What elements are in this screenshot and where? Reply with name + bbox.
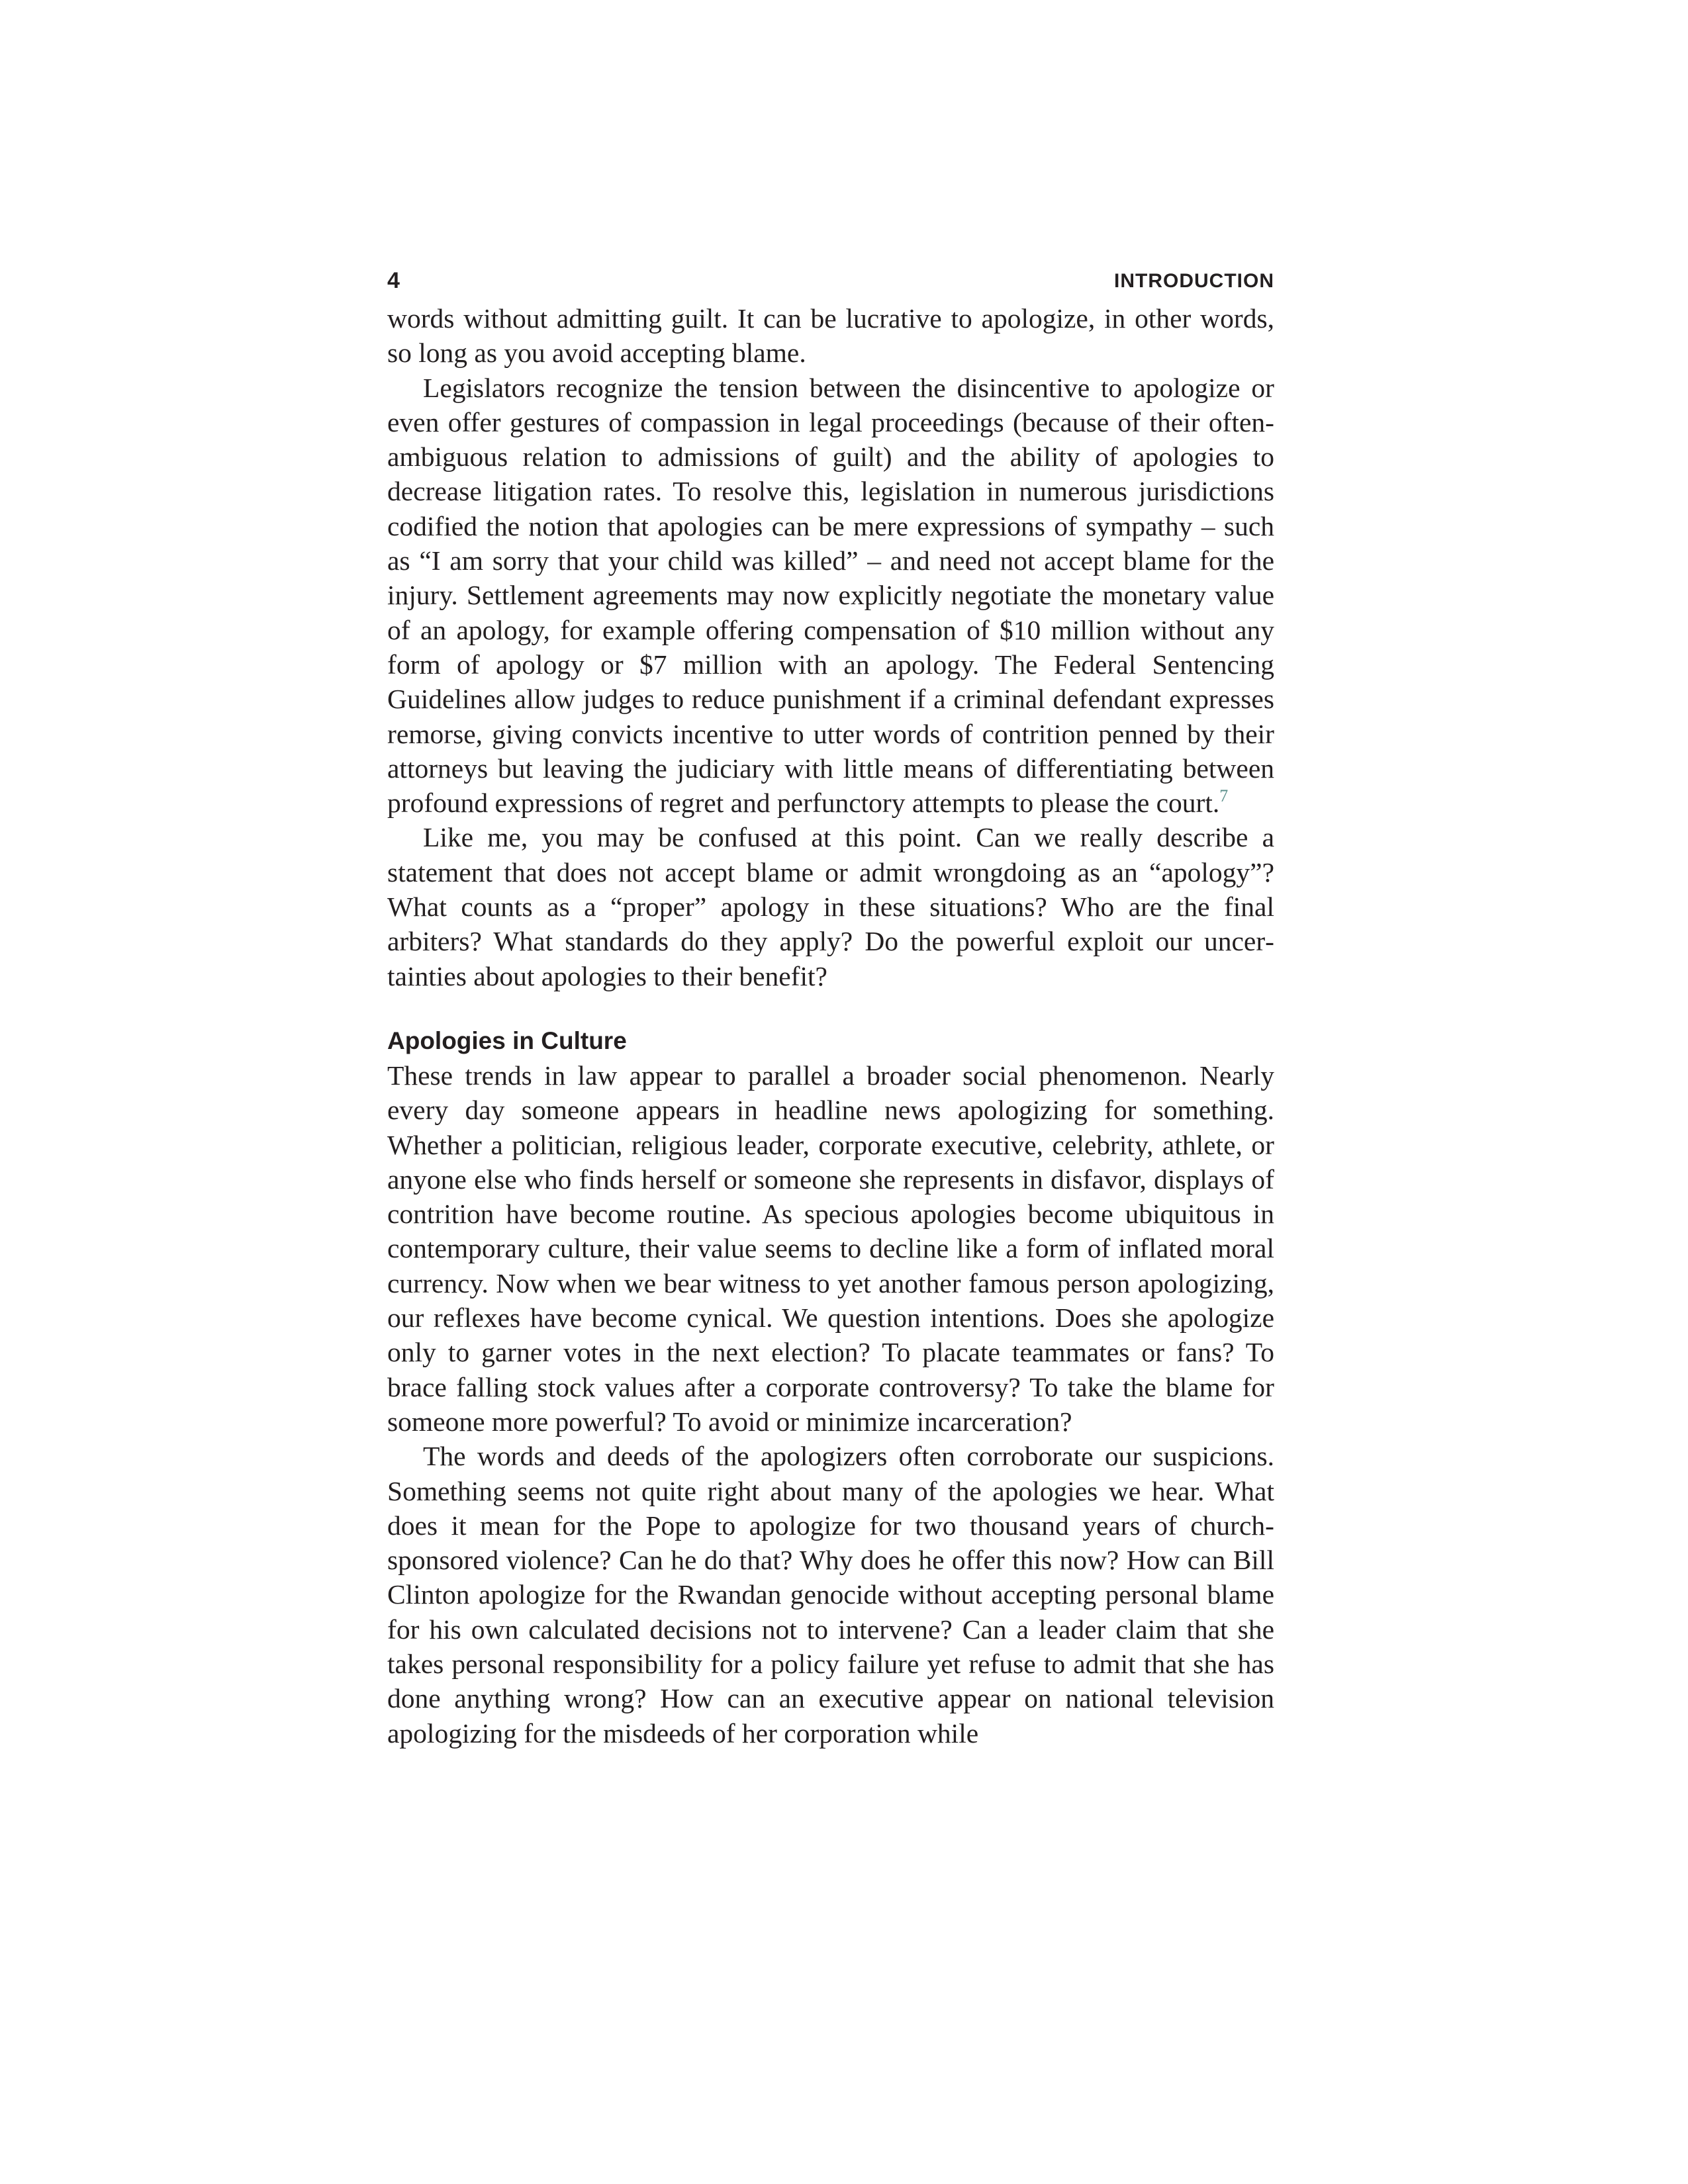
paragraph-3: Like me, you may be confused at this point. Can we really describe a statement that does not accept blame or admit wrongdoing as an “apology”? What counts as a “proper” apology in these situations? Who are the final arbiters? What standards do they apply? Do the powerful exploit our uncertainties about apologies to their benefit? — [387, 822, 1274, 991]
paragraph-2 — [387, 371, 1274, 821]
section-heading: Apologies in Culture — [387, 1026, 627, 1054]
running-head — [387, 261, 1274, 301]
paragraph-1: words without admitting guilt. It can be lucrative to apologize, in other words, so long as you avoid accepting blame. — [387, 303, 1274, 369]
paragraph-5: The words and deeds of the apologizers often corroborate our suspicions. Something seems not quite right about many of the apologies we hear. What does it mean for the Pope to apologize for two thousand years of church-sponsored violence? Can he do that? Why does he offer this now? How can Bill Clinton apologize for the Rwandan genocide without accepting personal blame for his own calculated decisions not to intervene? Can a leader claim that she takes personal responsibility for a policy failure yet refuse to admit that she has done anything wrong? How can an executive appear on national television apologizing for the misdeeds of her corporation while — [387, 1441, 1274, 1749]
page-number: 4 — [387, 268, 400, 293]
paragraph-2-text: Legislators recognize the tension between the disincentive to apologize or even offer gestures of compassion in legal proceedings (because of their often-ambiguous relation to admissions of guilt) and the ability of apologies to decrease litigation rates. To resolve this, legislation in numerous jurisdictions codified the notion that apologies can be mere expressions of sympathy – such as “I am sorry that your child was killed” – and need not accept blame for the injury. Settlement agreements may now explicitly negotiate the monetary value of an apology, for example offering compensation of $10 million without any form of apology or $7 million with an apology. The Federal Sentencing Guidelines allow judges to reduce punishment if a criminal defendant expresses remorse, giving convicts incentive to utter words of contrition penned by their attorneys but leaving the judiciary with little means of differentiating between profound expressions of regret and perfunctory attempts to please the court. — [387, 372, 1274, 819]
paragraph-4: These trends in law appear to parallel a broader social phenomenon. Nearly every day someone appears in headline news apologizing for something. Whether a politician, religious leader, corporate executive, celebrity, athlete, or anyone else who finds herself or someone she represents in disfavor, displays of contrition have become routine. As specious apologies become ubiquitous in contemporary culture, their value seems to decline like a form of inflated moral currency. Now when we bear witness to yet another famous person apologizing, our reflexes have become cynical. We question intentions. Does she apologize only to garner votes in the next election? To placate teammates or fans? To brace falling stock values after a corporate controversy? To take the blame for someone more powerful? To avoid or minimize incarceration? — [387, 1060, 1274, 1437]
chapter-title: INTRODUCTION — [1114, 270, 1274, 292]
book-page — [387, 261, 1274, 1751]
footnote-reference[interactable]: 7 — [1219, 786, 1229, 806]
body-text — [387, 301, 1274, 1751]
